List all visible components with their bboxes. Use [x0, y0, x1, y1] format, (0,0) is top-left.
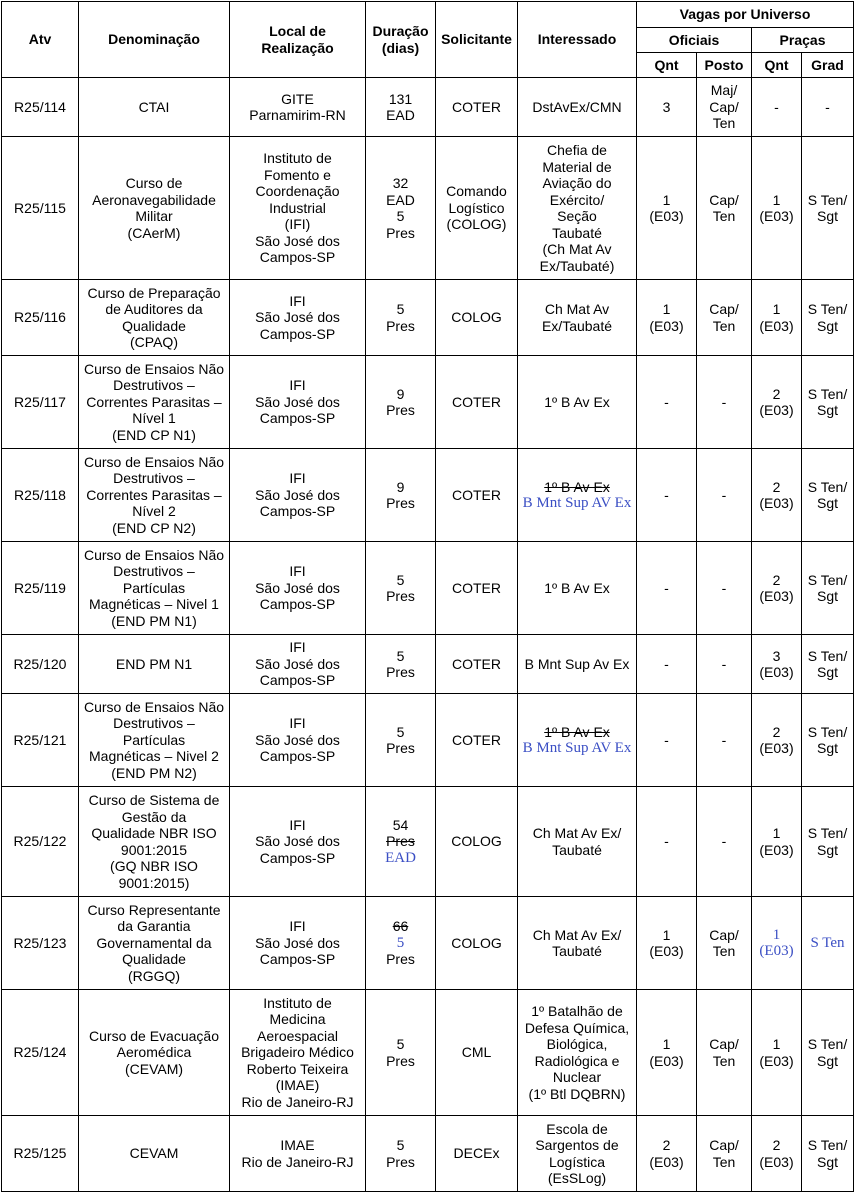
solicitante-cell: COTER [436, 78, 518, 137]
atv-cell: R25/121 [2, 694, 79, 787]
posto-cell: Maj/ Cap/ Ten [697, 78, 752, 137]
local-cell: IFI São José dos Campos-SP [230, 280, 366, 356]
solicitante-cell: COLOG [436, 280, 518, 356]
atv-cell: R25/114 [2, 78, 79, 137]
denominacao-cell: Curso de Preparação de Auditores da Qualidade (CPAQ) [79, 280, 230, 356]
denominacao-cell: Curso de Aeronavegabilidade Militar (CAerM) [79, 137, 230, 280]
local-cell: GITE Parnamirim-RN [230, 78, 366, 137]
atv-cell: R25/119 [2, 542, 79, 635]
local-cell: IMAE Rio de Janeiro-RJ [230, 1116, 366, 1192]
header-posto: Posto [697, 53, 752, 78]
denominacao-cell: CEVAM [79, 1116, 230, 1192]
qnt-oficiais-cell: - [637, 449, 697, 542]
duracao-cell: 131 EAD [366, 78, 436, 137]
posto-cell: Cap/ Ten [697, 137, 752, 280]
qnt-oficiais-cell: 3 [637, 78, 697, 137]
solicitante-cell: COLOG [436, 787, 518, 897]
qnt-pracas-cell: 1 (E03) [752, 787, 802, 897]
interessado-cell: Chefia de Material de Aviação do Exército/ Seção Taubaté (Ch Mat Av Ex/Taubaté) [518, 137, 637, 280]
grad-cell: S Ten/ Sgt [802, 137, 854, 280]
local-cell: Instituto de Fomento e Coordenação Industrial (IFI) São José dos Campos-SP [230, 137, 366, 280]
grad-cell: S Ten/ Sgt [802, 787, 854, 897]
posto-cell: Cap/ Ten [697, 990, 752, 1116]
duracao-cell: 9 Pres [366, 449, 436, 542]
header-duracao: Duração (dias) [366, 2, 436, 78]
duracao-cell [366, 787, 436, 897]
qnt-oficiais-cell: 2 (E03) [637, 1116, 697, 1192]
denominacao-cell: Curso de Ensaios Não Destrutivos – Correntes Parasitas – Nível 1 (END CP N1) [79, 356, 230, 449]
local-cell: IFI São José dos Campos-SP [230, 449, 366, 542]
atv-cell: R25/120 [2, 635, 79, 694]
table-row [2, 635, 854, 694]
local-cell: IFI São José dos Campos-SP [230, 542, 366, 635]
grad-cell: S Ten/ Sgt [802, 542, 854, 635]
local-cell: IFI São José dos Campos-SP [230, 897, 366, 990]
grad-cell: S Ten/ Sgt [802, 1116, 854, 1192]
posto-cell: - [697, 635, 752, 694]
grad-cell: - [802, 78, 854, 137]
qnt-pracas-revised-cell: 1 (E03) [752, 897, 802, 990]
interessado-cell [518, 694, 637, 787]
qnt-oficiais-cell: - [637, 787, 697, 897]
qnt-pracas-cell: 1 (E03) [752, 280, 802, 356]
interessado-cell: 1º B Av Ex [518, 356, 637, 449]
table-row [2, 356, 854, 449]
posto-cell: - [697, 356, 752, 449]
interessado-cell: Ch Mat Av Ex/Taubaté [518, 280, 637, 356]
interessado-cell [518, 449, 637, 542]
header-oficiais: Oficiais [637, 28, 752, 53]
interessado-cell: Ch Mat Av Ex/ Taubaté [518, 787, 637, 897]
header-qnt-oficiais: Qnt [637, 53, 697, 78]
duracao-cell: 5 Pres [366, 280, 436, 356]
duracao-struck-text: Pres [386, 833, 415, 850]
interessado-cell: B Mnt Sup Av Ex [518, 635, 637, 694]
grad-cell: S Ten/ Sgt [802, 635, 854, 694]
header-interessado: Interessado [518, 2, 637, 78]
grad-cell: S Ten/ Sgt [802, 356, 854, 449]
qnt-pracas-cell: 2 (E03) [752, 694, 802, 787]
interessado-cell: 1º B Av Ex [518, 542, 637, 635]
atv-cell: R25/118 [2, 449, 79, 542]
posto-cell: Cap/ Ten [697, 897, 752, 990]
solicitante-cell: COTER [436, 449, 518, 542]
qnt-oficiais-cell: 1 (E03) [637, 897, 697, 990]
denominacao-cell: Curso de Ensaios Não Destrutivos – Partículas Magnéticas – Nivel 2 (END PM N2) [79, 694, 230, 787]
duracao-cell: 5 Pres [366, 990, 436, 1116]
grad-cell: S Ten/ Sgt [802, 694, 854, 787]
posto-cell: - [697, 542, 752, 635]
grad-cell: S Ten/ Sgt [802, 280, 854, 356]
grad-cell: S Ten/ Sgt [802, 990, 854, 1116]
duracao-cell [366, 897, 436, 990]
posto-cell: Cap/ Ten [697, 280, 752, 356]
posto-cell: - [697, 694, 752, 787]
duracao-days: 54 [392, 816, 409, 833]
duracao-revised-text: EAD [385, 849, 416, 866]
duracao-struck-text: 66 [392, 918, 409, 935]
qnt-oficiais-cell: - [637, 356, 697, 449]
header-qnt-pracas: Qnt [752, 53, 802, 78]
table-row [2, 78, 854, 137]
atv-cell: R25/117 [2, 356, 79, 449]
duracao-cell: 9 Pres [366, 356, 436, 449]
denominacao-cell: CTAI [79, 78, 230, 137]
solicitante-cell: COLOG [436, 897, 518, 990]
denominacao-cell: Curso de Evacuação Aeromédica (CEVAM) [79, 990, 230, 1116]
interessado-cell: DstAvEx/CMN [518, 78, 637, 137]
local-cell: IFI São José dos Campos-SP [230, 635, 366, 694]
qnt-oficiais-cell: - [637, 542, 697, 635]
table-row [2, 542, 854, 635]
header-vagas: Vagas por Universo [637, 2, 854, 28]
interessado-revised-text: B Mnt Sup AV Ex [522, 740, 632, 756]
atv-cell: R25/123 [2, 897, 79, 990]
table-row [2, 694, 854, 787]
local-cell: IFI São José dos Campos-SP [230, 356, 366, 449]
interessado-cell: 1º Batalhão de Defesa Química, Biológica, Radiológica e Nuclear (1º Btl DQBRN) [518, 990, 637, 1116]
local-cell: Instituto de Medicina Aeroespacial Brigadeiro Médico Roberto Teixeira (IMAE) Rio de Janeiro-RJ [230, 990, 366, 1116]
denominacao-cell: END PM N1 [79, 635, 230, 694]
activities-table [1, 1, 854, 1192]
duracao-cell: 5 Pres [366, 635, 436, 694]
header-grad: Grad [802, 53, 854, 78]
interessado-cell: Escola de Sargentos de Logística (EsSLog) [518, 1116, 637, 1192]
atv-cell: R25/122 [2, 787, 79, 897]
qnt-oficiais-cell: 1 (E03) [637, 990, 697, 1116]
qnt-pracas-cell: 1 (E03) [752, 137, 802, 280]
qnt-pracas-cell: 2 (E03) [752, 356, 802, 449]
denominacao-cell: Curso de Ensaios Não Destrutivos – Partículas Magnéticas – Nivel 1 (END PM N1) [79, 542, 230, 635]
qnt-oficiais-cell: - [637, 694, 697, 787]
table-row [2, 449, 854, 542]
duracao-cell: 5 Pres [366, 1116, 436, 1192]
qnt-pracas-cell: 2 (E03) [752, 542, 802, 635]
duracao-cell: 5 Pres [366, 542, 436, 635]
local-cell: IFI São José dos Campos-SP [230, 694, 366, 787]
denominacao-cell: Curso Representante da Garantia Governamental da Qualidade (RGGQ) [79, 897, 230, 990]
solicitante-cell: COTER [436, 542, 518, 635]
solicitante-cell: Comando Logístico (COLOG) [436, 137, 518, 280]
solicitante-cell: COTER [436, 694, 518, 787]
header-solicitante: Solicitante [436, 2, 518, 78]
solicitante-cell: COTER [436, 356, 518, 449]
duracao-cell: 32 EAD 5 Pres [366, 137, 436, 280]
posto-cell: Cap/ Ten [697, 1116, 752, 1192]
header-pracas: Praças [752, 28, 854, 53]
interessado-revised-text: B Mnt Sup AV Ex [522, 495, 632, 511]
qnt-oficiais-cell: 1 (E03) [637, 137, 697, 280]
qnt-pracas-cell: 3 (E03) [752, 635, 802, 694]
header-local: Local de Realização [230, 2, 366, 78]
solicitante-cell: DECEx [436, 1116, 518, 1192]
qnt-oficiais-cell: 1 (E03) [637, 280, 697, 356]
local-cell: IFI São José dos Campos-SP [230, 787, 366, 897]
grad-cell: S Ten/ Sgt [802, 449, 854, 542]
qnt-pracas-cell: 2 (E03) [752, 449, 802, 542]
qnt-pracas-cell: - [752, 78, 802, 137]
qnt-pracas-cell: 1 (E03) [752, 990, 802, 1116]
header-atv: Atv [2, 2, 79, 78]
table-row [2, 280, 854, 356]
atv-cell: R25/124 [2, 990, 79, 1116]
denominacao-cell: Curso de Ensaios Não Destrutivos – Correntes Parasitas – Nível 2 (END CP N2) [79, 449, 230, 542]
atv-cell: R25/115 [2, 137, 79, 280]
interessado-struck-text: 1º B Av Ex [544, 723, 610, 740]
interessado-cell: Ch Mat Av Ex/ Taubaté [518, 897, 637, 990]
grad-revised-cell: S Ten [802, 897, 854, 990]
qnt-oficiais-cell: - [637, 635, 697, 694]
table-row [2, 897, 854, 990]
atv-cell: R25/125 [2, 1116, 79, 1192]
denominacao-cell: Curso de Sistema de Gestão da Qualidade NBR ISO 9001:2015 (GQ NBR ISO 9001:2015) [79, 787, 230, 897]
solicitante-cell: CML [436, 990, 518, 1116]
posto-cell: - [697, 787, 752, 897]
posto-cell: - [697, 449, 752, 542]
header-denominacao: Denominação [79, 2, 230, 78]
duracao-cell: 5 Pres [366, 694, 436, 787]
qnt-pracas-cell: 2 (E03) [752, 1116, 802, 1192]
duracao-revised-text: 5 [396, 934, 405, 951]
atv-cell: R25/116 [2, 280, 79, 356]
solicitante-cell: COTER [436, 635, 518, 694]
duracao-mode: Pres [386, 951, 415, 968]
interessado-struck-text: 1º B Av Ex [544, 478, 610, 495]
table-row [2, 787, 854, 897]
table-row [2, 137, 854, 280]
table-row [2, 1116, 854, 1192]
table-row [2, 990, 854, 1116]
